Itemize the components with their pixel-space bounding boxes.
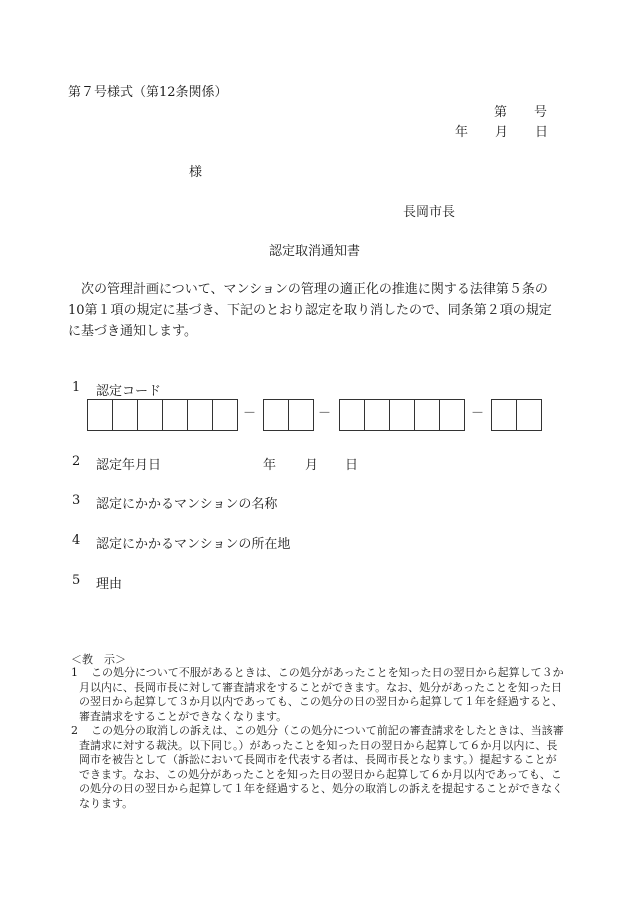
item-2-year-label: 年 (263, 458, 277, 473)
item-2-number: 2 (72, 454, 81, 469)
notice-item-number: 2 (71, 724, 78, 737)
item-2-month-label: 月 (305, 458, 319, 473)
code-cell[interactable] (213, 400, 237, 430)
item-1-label: 認定コード (96, 384, 162, 399)
code-cell[interactable] (517, 400, 541, 430)
date-month-label: 月 (495, 125, 509, 140)
code-cell[interactable] (440, 400, 464, 430)
number-suffix: 号 (534, 105, 548, 120)
item-3-label: 認定にかかるマンションの名称 (96, 497, 278, 512)
code-group-3[interactable] (339, 399, 465, 431)
notice-item-text: この処分について不服があるときは、この処分があったことを知った日の翌日から起算して３か月以内に、長岡市長に対して審査請求をすることができます。なお、処分があったことを知った日の翌日から起算して３か月以内であっても、この処分の日の翌日から起算して１年を経過すると、審査請求をすることができなくなります。 (79, 666, 564, 723)
recipient-line: 様 (189, 165, 203, 180)
code-cell[interactable] (415, 400, 440, 430)
document-number (494, 101, 547, 120)
code-cell[interactable] (365, 400, 390, 430)
code-cell[interactable] (188, 400, 213, 430)
number-prefix: 第 (494, 105, 508, 120)
code-group-1[interactable] (87, 399, 238, 431)
code-cell[interactable] (390, 400, 415, 430)
issuer: 長岡市長 (403, 205, 456, 220)
date-day-label: 日 (535, 125, 549, 140)
code-cell[interactable] (88, 400, 113, 430)
body-text: 次の管理計画について、マンションの管理の適正化の推進に関する法律第５条の10第１項の規定に基づき、下記のとおり認定を取り消したので、同条第２項の規定に基づき通知します。 (68, 282, 552, 339)
item-5-label: 理由 (96, 577, 123, 592)
code-separator: － (243, 406, 257, 421)
code-cell[interactable] (163, 400, 188, 430)
code-cell[interactable] (289, 400, 313, 430)
item-2-day-label: 日 (345, 458, 359, 473)
code-group-2[interactable] (263, 399, 314, 431)
code-separator: － (471, 406, 485, 421)
notice-heading: ＜教 示＞ (71, 653, 126, 666)
item-4-number: 4 (72, 533, 81, 548)
document-date (455, 121, 548, 140)
item-2-label: 認定年月日 (96, 458, 162, 473)
code-cell[interactable] (492, 400, 517, 430)
date-year-label: 年 (455, 125, 469, 140)
code-group-4[interactable] (491, 399, 542, 431)
body-paragraph (68, 279, 564, 342)
notice-item-number: 1 (71, 666, 78, 679)
page-title: 認定取消通知書 (269, 244, 361, 259)
item-5-number: 5 (72, 573, 81, 588)
item-3-number: 3 (72, 493, 81, 508)
item-4-label: 認定にかかるマンションの所在地 (96, 537, 291, 552)
code-cell[interactable] (113, 400, 138, 430)
item-1-number: 1 (72, 380, 81, 395)
notice-item-text: この処分の取消しの訴えは、この処分（この処分について前記の審査請求をしたときは、当該審査請求に対する裁決。以下同じ。）があったことを知った日の翌日から起算して６か月以内に、長岡市を被告として（訴訟において長岡市を代表する者は、長岡市長となります。）提起することができます。なお、この処分があったことを知った日の翌日から起算して６か月以内であっても、この処分の日の翌日から起算して１年を経過すると、処分の取消しの訴えを提起することができなくなります。 (79, 724, 564, 810)
code-cell[interactable] (264, 400, 289, 430)
code-cell[interactable] (138, 400, 163, 430)
code-separator: － (318, 406, 332, 421)
form-title: 第７号様式（第12条関係） (68, 85, 228, 100)
code-cell[interactable] (340, 400, 365, 430)
